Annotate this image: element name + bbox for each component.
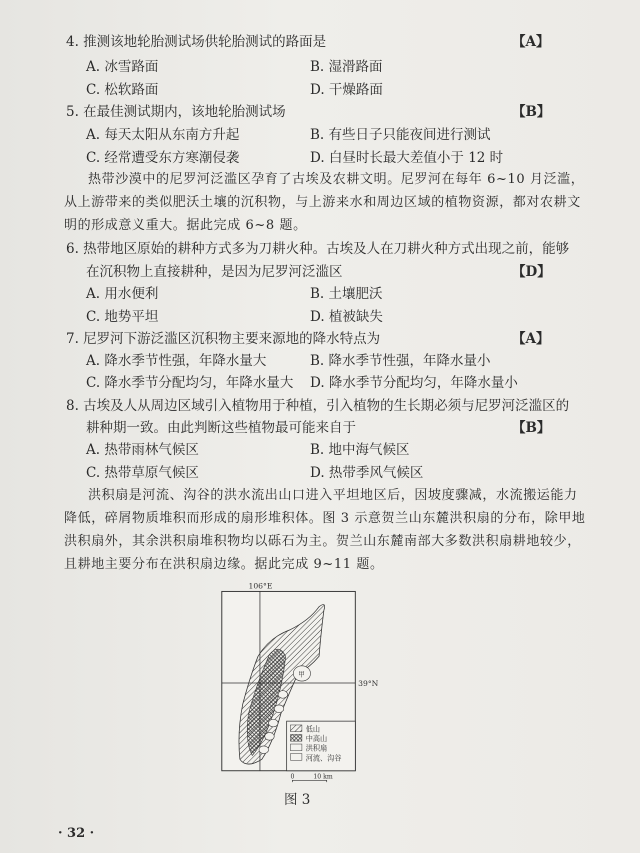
question-8-answer: 【B】 (512, 420, 551, 436)
question-8-stem: 8. 古埃及人从周边区域引入植物用于种植，引入植物的生长期必须与尼罗河泛滥区的 (66, 398, 570, 414)
option-c: C. 地势平坦 (86, 309, 159, 325)
legend-low-mountain-swatch (290, 725, 301, 732)
question-6-answer: 【D】 (512, 264, 551, 280)
option-b: B. 有些日子只能夜间进行测试 (310, 127, 491, 143)
question-6-stem: 6. 热带地区原始的耕种方式多为刀耕火种。古埃及人在刀耕火种方式出现之前，能够 (66, 241, 570, 257)
passage-2-line: 且耕地主要分布在洪积扇边缘。据此完成 9~11 题。 (64, 557, 384, 572)
option-d: D. 植被缺失 (310, 309, 383, 325)
option-d: D. 白昼时长最大差值小于 12 时 (310, 150, 504, 166)
place-label-jia: 甲 (298, 670, 305, 679)
question-5-answer: 【B】 (512, 104, 551, 120)
option-c: C. 松软路面 (86, 82, 159, 98)
passage-2-line: 洪积扇外，其余洪积扇堆积物均以砾石为主。贺兰山东麓南部大多数洪积扇耕地较少， (64, 534, 581, 549)
scale-bar (292, 780, 326, 782)
option-a: A. 热带雨林气候区 (86, 442, 199, 458)
option-b: B. 土壤肥沃 (310, 286, 383, 302)
alluvial-fan-map (214, 580, 386, 786)
question-4-stem: 4. 推测该地轮胎测试场供轮胎测试的路面是 (66, 34, 327, 50)
legend-mid-high-mountain-swatch (290, 735, 301, 742)
option-c: C. 经常遭受东方寒潮侵袭 (86, 150, 240, 166)
page-number: · 32 · (58, 826, 95, 841)
legend-label: 洪积扇 (305, 743, 328, 753)
legend-alluvial-fan-swatch (290, 744, 301, 751)
option-a: A. 降水季节性强，年降水量大 (86, 353, 267, 369)
option-d: D. 降水季节分配均匀，年降水量小 (310, 375, 518, 391)
option-a: A. 冰雪路面 (86, 59, 159, 75)
option-d: D. 干燥路面 (310, 82, 383, 98)
option-c: C. 热带草原气候区 (86, 465, 199, 481)
passage-1-line: 从上游带来的类似肥沃土壤的沉积物，与上游来水和周边区域的植物资源，都对农耕文 (64, 195, 581, 210)
question-4-answer: 【A】 (512, 34, 550, 50)
longitude-label: 106°E (248, 581, 273, 591)
scale-label: 0 (290, 773, 295, 781)
passage-2-line: 洪积扇是河流、沟谷的洪水流出山口进入平坦地区后，因坡度骤减，水流搬运能力 (88, 488, 578, 503)
question-7-answer: 【A】 (512, 331, 550, 347)
option-c: C. 降水季节分配均匀，年降水量大 (86, 375, 294, 391)
question-8-stem-cont: 耕种期一致。由此判断这些植物最可能来自于 (86, 420, 356, 436)
legend-river-swatch (290, 754, 301, 761)
legend-label: 低山 (305, 724, 321, 734)
option-a: A. 用水便利 (86, 286, 159, 302)
passage-1-line: 热带沙漠中的尼罗河泛滥区孕育了古埃及农耕文明。尼罗河在每年 6~10 月泛滥， (88, 172, 585, 187)
legend-label: 河流、沟谷 (305, 753, 342, 763)
option-b: B. 降水季节性强，年降水量小 (310, 353, 491, 369)
figure-caption: 图 3 (284, 792, 311, 808)
question-5-stem: 5. 在最佳测试期内，该地轮胎测试场 (66, 104, 286, 120)
legend-label: 中高山 (305, 734, 328, 744)
option-a: A. 每天太阳从东南方升起 (86, 127, 240, 143)
scale-label: 10 km (313, 773, 333, 781)
question-6-stem-cont: 在沉积物上直接耕种，是因为尼罗河泛滥区 (86, 264, 343, 280)
option-b: B. 湿滑路面 (310, 59, 383, 75)
option-b: B. 地中海气候区 (310, 442, 410, 458)
option-d: D. 热带季风气候区 (310, 465, 424, 481)
latitude-label: 39°N (358, 678, 379, 688)
question-7-stem: 7. 尼罗河下游泛滥区沉积物主要来源地的降水特点为 (66, 331, 381, 347)
passage-2-line: 降低，碎屑物质堆积而形成的扇形堆积体。图 3 示意贺兰山东麓洪积扇的分布，除甲地 (64, 511, 586, 526)
passage-1-line: 明的形成意义重大。据此完成 6~8 题。 (64, 218, 307, 233)
